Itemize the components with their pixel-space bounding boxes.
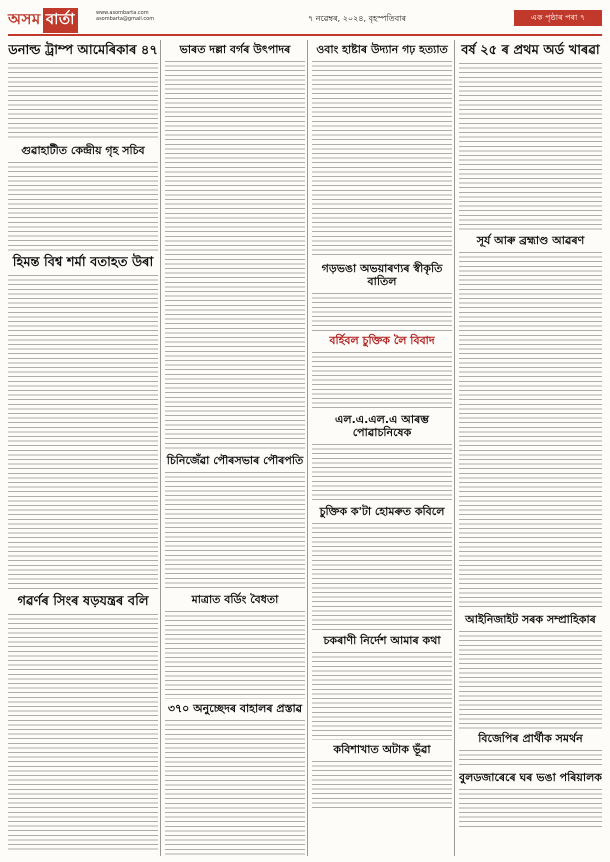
- article-body: [8, 61, 158, 141]
- article-body: [165, 718, 305, 856]
- column-divider: [307, 40, 308, 856]
- headline: চিনিজেঁৱা পৌৰসভাৰ পৌৰপতি: [166, 454, 304, 467]
- page-number-badge: এক পৃষ্ঠাৰ পৰা ৭: [514, 10, 602, 26]
- article-body: [8, 273, 158, 591]
- article-body: [165, 609, 305, 699]
- headline: কবিশাখাত অটাক ভূঁৱা: [333, 743, 431, 756]
- article-body: [312, 291, 452, 331]
- column-3: [312, 40, 452, 856]
- article-body: [165, 470, 305, 590]
- dateline: ৭ নৱেম্বৰ, ২০২৪, বৃহস্পতিবাৰ: [308, 14, 406, 23]
- article-body: [459, 250, 602, 610]
- headline: মাত্ৰাত বৰ্ডিং বৈধতা: [191, 593, 279, 606]
- headline: বুলডজাৰেৰে ঘৰ ভঙা পৰিয়ালক: [459, 771, 602, 784]
- column-divider: [454, 40, 455, 856]
- article-body: [459, 748, 602, 768]
- headline: গুৱাহাটীত কেন্দ্ৰীয় গৃহ সচিব: [21, 144, 145, 157]
- article-body: [459, 61, 602, 231]
- article-body: [459, 629, 602, 729]
- headline: ৩৭০ অনুচ্ছেদৰ বাহালৰ প্ৰস্তাৱ: [167, 702, 303, 715]
- headline: বিজেপিৰ প্ৰাৰ্থীক সমৰ্থন: [478, 732, 583, 745]
- article-body: [8, 612, 158, 852]
- article-body: [312, 59, 452, 259]
- article-body: [312, 650, 452, 740]
- headline: হিমন্ত বিশ্ব শৰ্মা বতাহত উৰা: [12, 255, 154, 270]
- article-body: [165, 59, 305, 451]
- article-body: [312, 350, 452, 410]
- headline: বৰ্হিবল চুক্তিক লৈ বিবাদ: [329, 334, 435, 347]
- article-body: [8, 160, 158, 252]
- headline: গৱৰ্ণৰ সিংৰ ষড়যন্ত্ৰৰ বলি: [17, 594, 149, 609]
- site-info: www.asombarta.com asombarta@gmail.com: [96, 10, 155, 22]
- headline: গড়ভঙা অভয়াৰণ্যৰ স্বীকৃতি বাতিল: [321, 262, 443, 288]
- headline: ডনাল্ড ট্ৰাম্প আমেৰিকাৰ ৪৭: [8, 43, 158, 58]
- article-body: [312, 521, 452, 631]
- column-1: [8, 40, 158, 856]
- newspaper-logo: অসম বাৰ্তা: [8, 8, 78, 33]
- masthead: [8, 6, 602, 36]
- article-body: [459, 787, 602, 827]
- headline: সূৰ্য আৰু ব্ৰহ্মাণ্ড আৱৰণ: [476, 234, 585, 247]
- column-2: [165, 40, 305, 856]
- headline: আইনিজাইট সৰক সম্প্ৰাহিকাৰ: [465, 613, 596, 626]
- headline: ভাৰত দল্লা বৰ্গৰ উৎপাদৰ: [179, 43, 291, 56]
- article-body: [312, 442, 452, 502]
- article-body: [312, 759, 452, 809]
- headline: এল.এ.এল.এ আৰম্ভ পোৱাচনিষেক: [335, 413, 429, 439]
- headline: ওবাং হাষ্টাৰ উদ্যান গঢ় হত্যাত: [316, 43, 448, 56]
- column-4: [459, 40, 602, 856]
- headline: চুক্তিক ক'টা হোমৰুত কবিলে: [319, 505, 445, 518]
- headline: বৰ্ষ ২৫ ৰ প্ৰথম অৰ্ড খাৰৱা: [461, 43, 600, 58]
- headline: চকৰাণী নিৰ্দেশ আমাৰ কথা: [323, 634, 441, 647]
- column-divider: [160, 40, 161, 856]
